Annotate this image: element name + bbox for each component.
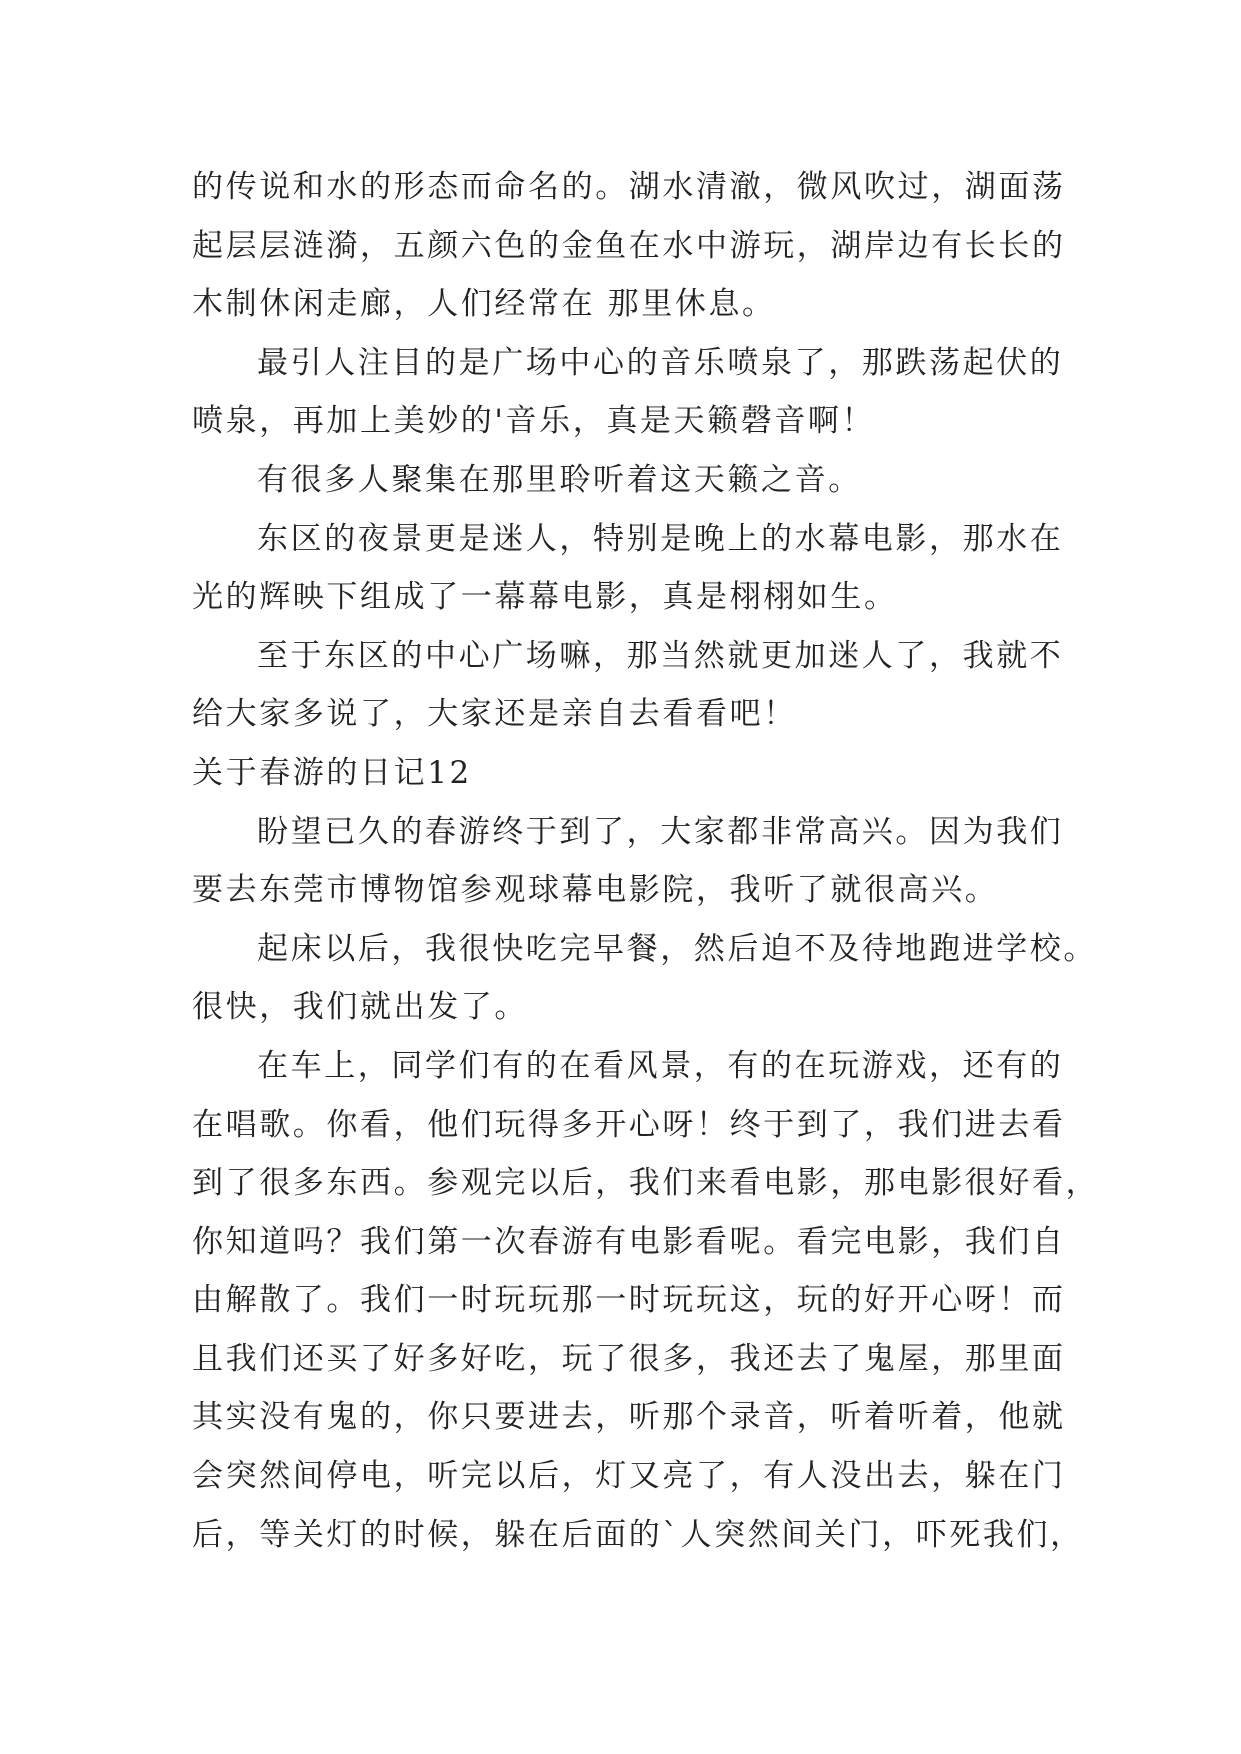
- text-line: 其实没有鬼的，你只要进去，听那个录音，听着听着，他就: [192, 1399, 1066, 1436]
- text-line: 会突然间停电，听完以后，灯又亮了，有人没出去，躲在门: [192, 1458, 1066, 1495]
- text-line: 喷泉，再加上美妙的'音乐，真是天籁磬音啊！: [192, 403, 876, 440]
- text-line: 后，等关灯的时候，躲在后面的`人突然间关门，吓死我们，: [192, 1516, 1084, 1553]
- body-text: [192, 158, 1100, 1564]
- text-line: 光的辉映下组成了一幕幕电影，真是栩栩如生。: [192, 579, 898, 616]
- text-line: 最引人注目的是广场中心的音乐喷泉了，那跌荡起伏的: [257, 344, 1064, 381]
- text-line: 起床以后，我很快吃完早餐，然后迫不及待地跑进学校。: [257, 930, 1097, 967]
- text-line: 且我们还买了好多好吃，玩了很多，我还去了鬼屋，那里面: [192, 1340, 1066, 1377]
- text-line: 在车上，同学们有的在看风景，有的在玩游戏，还有的: [257, 1047, 1064, 1084]
- text-line: 有很多人聚集在那里聆听着这天籁之音。: [257, 461, 862, 498]
- text-line: 到了很多东西。参观完以后，我们来看电影，那电影很好看，: [192, 1165, 1100, 1202]
- text-line: 起层层涟漪，五颜六色的金鱼在水中游玩，湖岸边有长长的: [192, 227, 1066, 264]
- section-heading: 关于春游的日记12: [192, 754, 472, 791]
- text-line: 在唱歌。你看，他们玩得多开心呀！终于到了，我们进去看: [192, 1106, 1066, 1143]
- text-line: 要去东莞市博物馆参观球幕电影院，我听了就很高兴。: [192, 872, 999, 909]
- text-line: 木制休闲走廊，人们经常在 那里休息。: [192, 286, 776, 323]
- text-line: 给大家多说了，大家还是亲自去看看吧！: [192, 696, 797, 733]
- text-line: 你知道吗？我们第一次春游有电影看呢。看完电影，我们自: [192, 1223, 1066, 1260]
- text-line: 至于东区的中心广场嘛，那当然就更加迷人了，我就不: [257, 637, 1064, 674]
- text-line: 很快，我们就出发了。: [192, 989, 528, 1026]
- text-line: 的传说和水的形态而命名的。湖水清澈，微风吹过，湖面荡: [192, 169, 1066, 205]
- text-line: 盼望已久的春游终于到了，大家都非常高兴。因为我们: [257, 813, 1064, 850]
- text-line: 由解散了。我们一时玩玩那一时玩玩这，玩的好开心呀！而: [192, 1282, 1066, 1319]
- text-line: 东区的夜景更是迷人，特别是晚上的水幕电影，那水在: [257, 520, 1064, 557]
